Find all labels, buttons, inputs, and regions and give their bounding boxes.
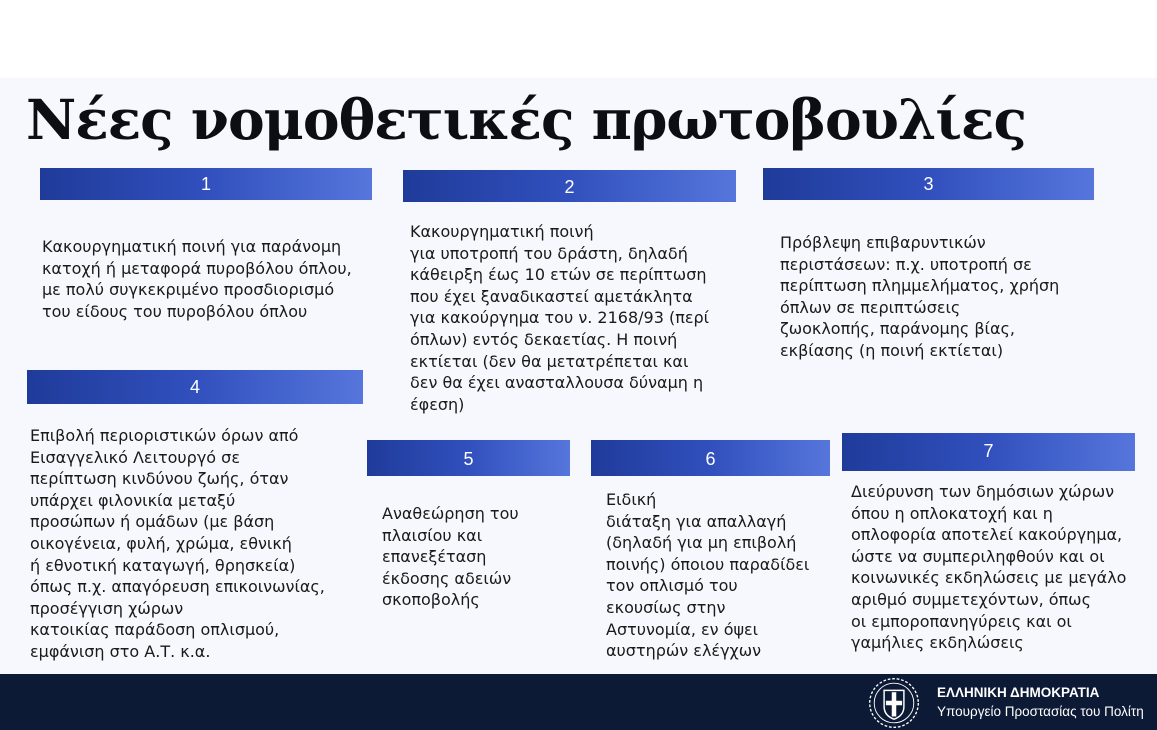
item-5-text: Αναθεώρηση του πλαισίου και επανεξέταση έκδοσης αδειών σκοποβολής: [382, 504, 519, 610]
top-strip: [0, 0, 1157, 78]
item-1-number-bar: 1: [40, 168, 372, 200]
item-4-text: Επιβολή περιοριστικών όρων από Εισαγγελικό Λειτουργό σε περίπτωση κινδύνου ζωής, όταν υπάρχει φιλονικία μεταξύ προσώπων ή ομάδων (με βάση οικογένεια, φυλή, χρώμα, εθνική ή εθνοτική καταγωγή, θρησκεία) όπως π.χ. απαγόρευση επικοινωνίας, προσέγγιση χώρων κατοικίας παράδοση οπλισμού, εμφάνιση στο Α.Τ. κ.α.: [30, 426, 325, 661]
item-5-number-bar: 5: [367, 440, 570, 476]
page-title: Νέες νομοθετικές πρωτοβουλίες: [26, 87, 1026, 152]
item-6-text: Ειδική διάταξη για απαλλαγή (δηλαδή για μη επιβολή ποινής) όποιου παραδίδει τον οπλισμό του εκουσίως στην Αστυνομία, εν όψει αυστηρών ελέγχων: [606, 490, 810, 661]
footer-country-name: ΕΛΛΗΝΙΚΗ ΔΗΜΟΚΡΑΤΙΑ: [937, 685, 1100, 700]
item-6-number-bar: 6: [591, 440, 830, 476]
item-3-text: Πρόβλεψη επιβαρυντικών περιστάσεων: π.χ. υποτροπή σε περίπτωση πλημμελήματος, χρήση όπλων σε περιπτώσεις ζωοκλοπής, παράνομης βίας, εκβίασης (η ποινή εκτίεται): [780, 233, 1060, 360]
item-7-number-bar: 7: [842, 433, 1135, 471]
item-2-number-bar: 2: [403, 170, 736, 202]
item-3-number-bar: 3: [763, 168, 1094, 200]
greek-coat-of-arms-icon: [867, 676, 921, 730]
item-2-text: Κακουργηματική ποινή για υποτροπή του δράστη, δηλαδή κάθειρξη έως 10 ετών σε περίπτωση που έχει ξαναδικαστεί αμετάκλητα για κακούργημα του ν. 2168/93 (περί όπλων) εντός δεκαετίας. Η ποινή εκτίεται (δεν θα μετατρέπεται και δεν θα έχει ανασταλλουσα δύναμη η έφεση): [410, 222, 710, 414]
item-7-text: Διεύρυνση των δημόσιων χώρων όπου η οπλοκατοχή και η οπλοφορία αποτελεί κακούργημα, ώστε να συμπεριληφθούν και οι κοινωνικές εκδηλώσεις με μεγάλο αριθμό συμμετεχόντων, όπως οι εμποροπανηγύρεις και οι γαμήλιες εκδηλώσεις: [851, 482, 1127, 653]
footer-ministry-name: Υπουργείο Προστασίας του Πολίτη: [937, 704, 1144, 719]
footer-bar: [0, 674, 1157, 730]
item-1-text: Κακουργηματική ποινή για παράνομη κατοχή ή μεταφορά πυροβόλου όπλου, με πολύ συγκεκριμένο προσδιορισμό του είδους του πυροβόλου όπλου: [42, 237, 352, 321]
item-4-number-bar: 4: [27, 370, 363, 404]
